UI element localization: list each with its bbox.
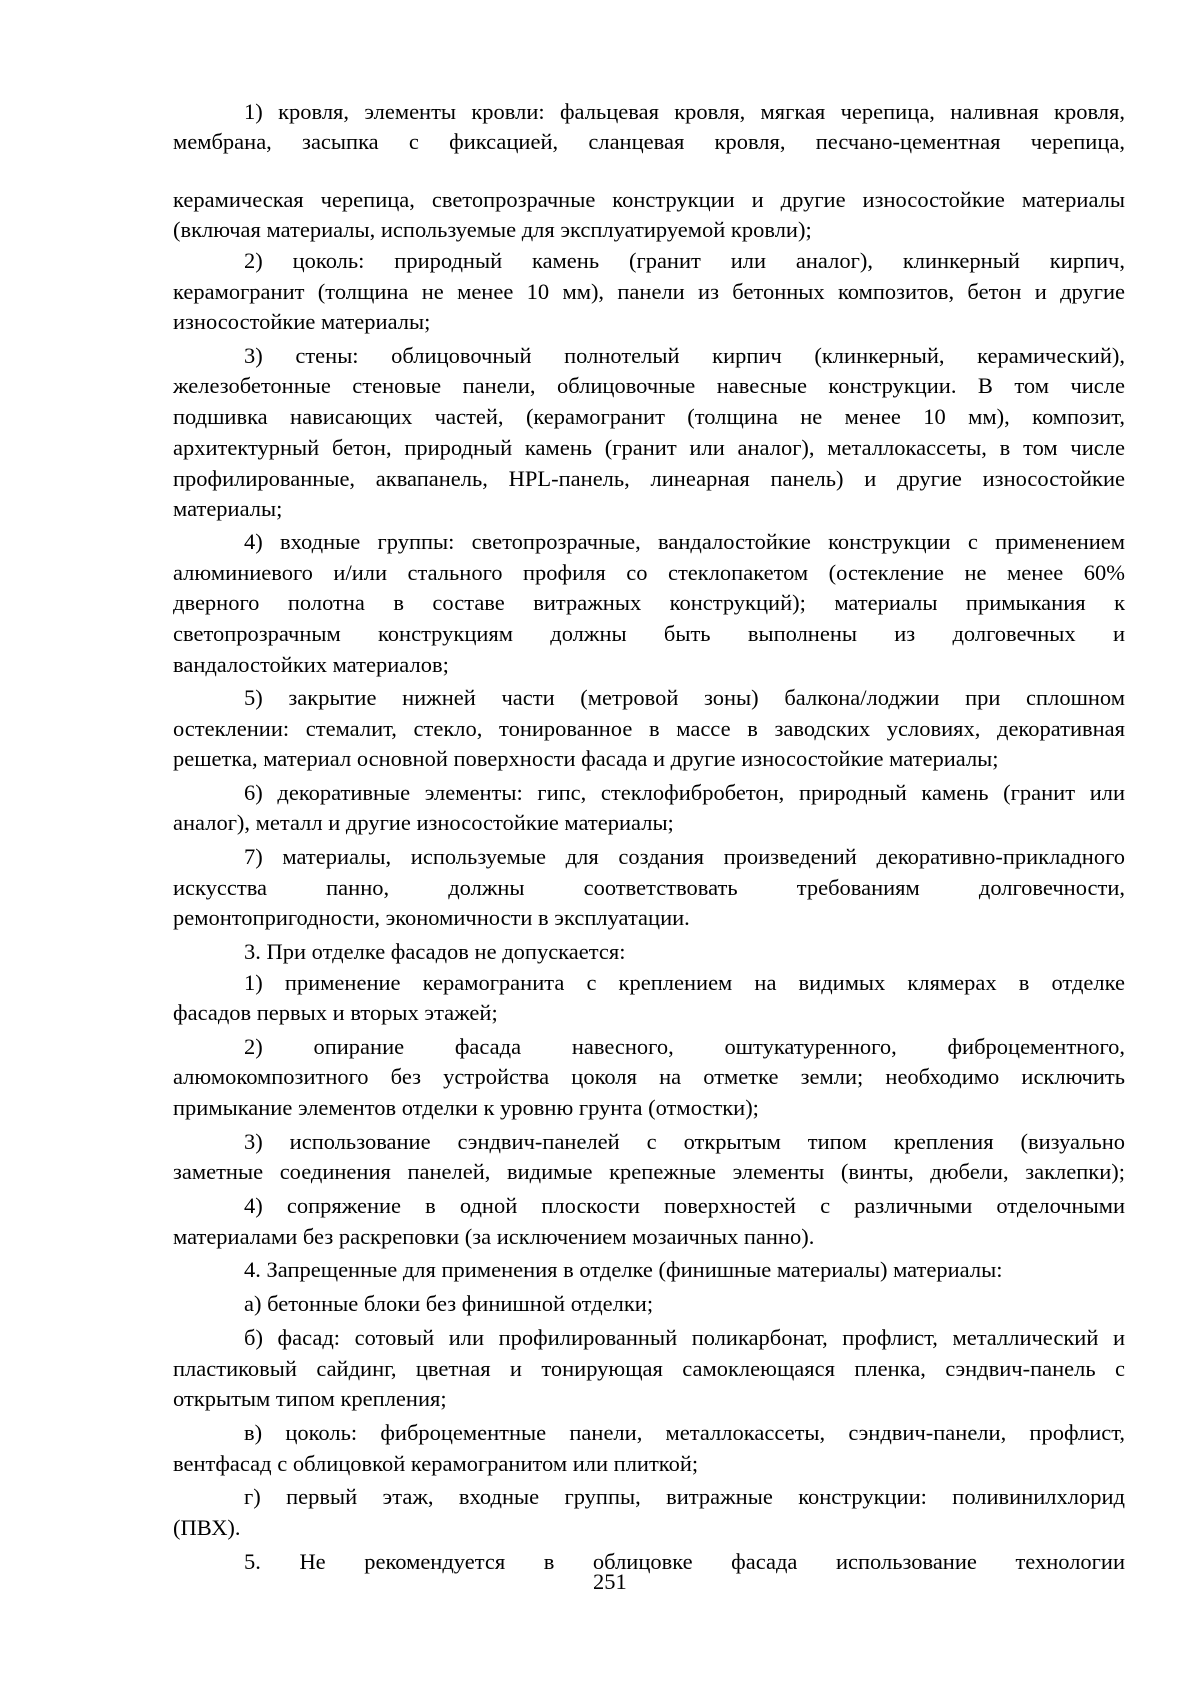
text-line: а) бетонные блоки без финишной отделки; [244,1291,654,1316]
text-line: решетка, материал основной поверхности фасада и другие износостойкие материалы; [173,746,999,771]
text-line: 3. При отделке фасадов не допускается: [244,939,626,964]
text-line: алюминиевого и/или стального профиля со стеклопакетом (остекление не менее 60% [173,560,1125,585]
text-line: заметные соединения панелей, видимые крепежные элементы (винты, дюбели, заклепки); [173,1159,1125,1184]
text-line: 4. Запрещенные для применения в отделке (финишные материалы) материалы: [244,1257,1003,1282]
text-line: г) первый этаж, входные группы, витражные конструкции: поливинилхлорид [244,1484,1125,1509]
text-line: алюмокомпозитного без устройства цоколя на отметке земли; необходимо исключить [173,1064,1125,1089]
text-line: 1) кровля, элементы кровли: фальцевая кровля, мягкая черепица, наливная кровля, [244,99,1125,124]
text-line: аналог), металл и другие износостойкие материалы; [173,810,674,835]
text-line: 3) использование сэндвич-панелей с открытым типом крепления (визуально [244,1129,1125,1154]
text-line: 7) материалы, используемые для создания произведений декоративно-прикладного [244,844,1125,869]
text-line: подшивка нависающих частей, (керамогранит (толщина не менее 10 мм), композит, [173,404,1125,429]
text-line: архитектурный бетон, природный камень (гранит или аналог), металлокассеты, в том числе [173,435,1125,460]
text-line: керамическая черепица, светопрозрачные конструкции и другие износостойкие материалы [173,187,1125,212]
text-line: керамогранит (толщина не менее 10 мм), панели из бетонных композитов, бетон и другие [173,279,1125,304]
text-line: вентфасад с облицовкой керамогранитом или плиткой; [173,1451,699,1476]
text-line: 5) закрытие нижней части (метровой зоны) балкона/лоджии при сплошном [244,685,1125,710]
text-line: пластиковый сайдинг, цветная и тонирующая самоклеющаяся пленка, сэндвич-панель с [173,1356,1125,1381]
text-line: остеклении: стемалит, стекло, тонированное в массе в заводских условиях, декоративная [173,716,1125,741]
text-line: материалы; [173,496,283,521]
text-line: 1) применение керамогранита с креплением на видимых клямерах в отделке [244,970,1125,995]
text-line: б) фасад: сотовый или профилированный поликарбонат, профлист, металлический и [244,1325,1125,1350]
text-line: износостойкие материалы; [173,309,431,334]
text-line: 2) опирание фасада навесного, оштукатуренного, фиброцементного, [244,1034,1125,1059]
text-line: примыкание элементов отделки к уровню грунта (отмостки); [173,1095,759,1120]
text-line: открытым типом крепления; [173,1386,447,1411]
text-line: 3) стены: облицовочный полнотелый кирпич (клинкерный, керамический), [244,343,1125,368]
text-line: 2) цоколь: природный камень (гранит или аналог), клинкерный кирпич, [244,248,1125,273]
text-line: профилированные, аквапанель, HPL-панель, линеарная панель) и другие износостойкие [173,466,1125,491]
text-line: фасадов первых и вторых этажей; [173,1000,498,1025]
page-number: 251 [593,1569,627,1594]
text-line: светопрозрачным конструкциям должны быть выполнены из долговечных и [173,621,1125,646]
text-line: (ПВХ). [173,1515,241,1540]
text-line: 6) декоративные элементы: гипс, стеклофибробетон, природный камень (гранит или [244,780,1125,805]
text-line: 4) входные группы: светопрозрачные, вандалостойкие конструкции с применением [244,529,1125,554]
text-line: ремонтопригодности, экономичности в эксплуатации. [173,905,690,930]
text-line: 5. Не рекомендуется в облицовке фасада использование технологии [244,1549,1125,1574]
text-line: вандалостойких материалов; [173,652,449,677]
text-line: мембрана, засыпка с фиксацией, сланцевая кровля, песчано-цементная черепица, [173,129,1125,154]
text-line: в) цоколь: фиброцементные панели, металлокассеты, сэндвич-панели, профлист, [244,1420,1125,1445]
text-line: (включая материалы, используемые для эксплуатируемой кровли); [173,217,812,242]
text-line: дверного полотна в составе витражных конструкций); материалы примыкания к [173,590,1125,615]
text-line: материалами без раскреповки (за исключением мозаичных панно). [173,1224,815,1249]
text-line: искусства панно, должны соответствовать требованиям долговечности, [173,875,1125,900]
text-line: железобетонные стеновые панели, облицовочные навесные конструкции. В том числе [173,373,1125,398]
text-line: 4) сопряжение в одной плоскости поверхностей с различными отделочными [244,1193,1125,1218]
